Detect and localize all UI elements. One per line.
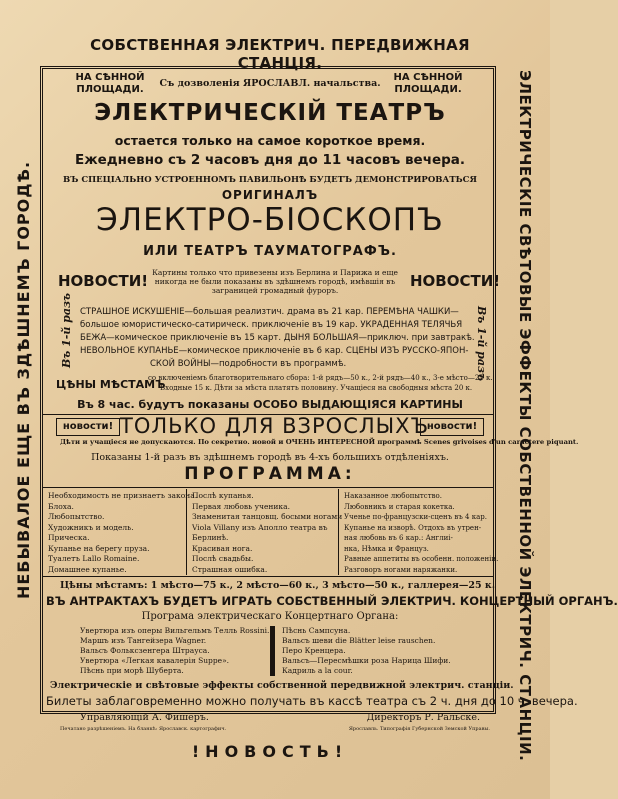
station-heading: СОБСТВЕННАЯ ЭЛЕКТРИЧ. ПЕРЕДВИЖНАЯ СТАНЦІЯ. (90, 36, 470, 72)
program-item: Необходимость не признаетъ закона. (48, 491, 198, 500)
program-item: ная любовь въ 6 кар.: Англиі- (344, 534, 453, 542)
news-left: НОВОСТИ! (58, 272, 149, 290)
program-item: Послѣ свадьбы. (192, 554, 254, 563)
program-item: Страшная ошибка. (192, 564, 268, 574)
program-item: Художникъ и модель. (48, 522, 134, 532)
organ-line: ВЪ АНТРАКТАХЪ БУДЕТЪ ИГРАТЬ СОБСТВЕННЫЙ ЭЛЕКТРИЧ. КОНЦЕРТНЫЙ ОРГАНЪ. (46, 594, 618, 608)
divider (42, 487, 494, 488)
organ-item: Маршъ изъ Тангейзера Wagner. (80, 636, 207, 645)
first-time-left: Въ 1-й разъ (60, 292, 73, 368)
program-item: Разговоръ ногами наряжанки. (344, 565, 458, 574)
side-text-left: НЕБЫВАЛОЕ ЕЩЕ ВЪ ЗДѢШНЕМЪ ГОРОДѢ. (14, 160, 33, 600)
program-column-3 (344, 491, 498, 575)
program-item: Знаменитая танцовщ. босыми ногами (192, 512, 343, 521)
organ-item: Вальсъ шеви die Blätter leise rauschen. (282, 636, 436, 645)
program-item: нка, Нѣмка и Француз. (344, 544, 429, 553)
prices-line-2: Входные 15 к. Дѣти за мѣста платятъ половину. Учащіеся на свободныя мѣста 20 к. (160, 384, 473, 392)
program-item: Купанье на изворѣ. Отдохъ въ утрен- (344, 523, 482, 532)
manager: Управляющій А. Фишеръ. (80, 712, 209, 723)
original-label: ОРИГИНАЛЪ (221, 188, 319, 202)
prices-2: Цѣны мѣстамъ: 1 мѣсто—75 к., 2 мѣсто—60 к., 3 мѣсто—50 к., галлерея—25 к. (60, 580, 496, 591)
program-item: Туалетъ Lallo Romaine. (48, 554, 140, 563)
shown-line: Показаны 1-й разъ въ здѣшнемъ городѣ въ 4-хъ большихъ отдѣленіяхъ. (91, 452, 449, 463)
organ-item: Пѣснь при морѣ Шуберта. (80, 666, 184, 675)
bottom-news: !НОВОСТЬ! (191, 742, 349, 761)
features-block (80, 306, 475, 371)
organ-item: Кадриль а la cour. (282, 666, 353, 675)
organ-divider (270, 626, 275, 676)
permission-line: Съ дозволенія ЯРОСЛАВЛ. начальства. (159, 78, 381, 89)
pavilion-line: ВЪ СПЕЦІАЛЬНО УСТРОЕННОМЪ ПАВИЛЬОНѢ БУДЕТЪ ДЕМОНСТРИРОВАТЬСЯ (63, 175, 477, 185)
place-left: НА СѢННОЙ ПЛОЩАДИ. (75, 72, 145, 95)
news-note: Картины только что привезены изъ Берлина и Парижа и еще никогда не были показаны въ здѣшнемъ городѣ, имѣвшія въ заграницей громадный фуроръ. (152, 268, 398, 295)
feature-line: СКОЙ ВОЙНЫ—подробности въ программѣ. (150, 359, 347, 369)
program-item: Домашнее купанье. (48, 564, 127, 574)
program-item: Прическа. (48, 533, 90, 542)
organ-item: Увертюра «Легкая кавалерія Suppe». (80, 656, 230, 665)
program-item: Берлинѣ. (192, 533, 229, 542)
program-item: Ученье по-французски-сценъ въ 4 кар. (344, 513, 487, 521)
organ-item: Пѣснь Сампсуна. (282, 626, 351, 635)
organ-program-right (282, 626, 451, 676)
organ-item: Вальсъ Фольксзенгера Штрауса. (80, 646, 210, 655)
printer-right: Ярославль. Типографія Губернской Земской Управы. (348, 726, 490, 732)
program-column-1 (48, 491, 197, 575)
printer-left: Печатано разрѣшеніемъ. На бланкѣ: Ярославск. картографич. (60, 726, 227, 732)
bioscope-title: ЭЛЕКТРО-БІОСКОПЪ (96, 202, 444, 238)
program-item: Первая любовь ученика. (192, 501, 290, 511)
program-item: Равные аппетиты въ особенн. положеніи. (344, 555, 499, 563)
programma-title: ПРОГРАММА: (184, 464, 356, 484)
feature-line: НЕВОЛЬНОЕ КУПАНЬЕ—комическое приключеніе въ 6 кар. СЦЕНЫ ИЗЪ РУССКО-ЯПОН- (80, 346, 469, 356)
adults-title: ТОЛЬКО ДЛЯ ВЗРОСЛЫХЪ (120, 414, 430, 438)
feature-line: СТРАШНОЕ ИСКУШЕНІЕ—большая реализтич. драма въ 21 кар. ПЕРЕМѢНА ЧАШКИ— (80, 307, 459, 317)
thaumatograph-line: ИЛИ ТЕАТРЪ ТАУМАТОГРАФЪ. (143, 244, 397, 259)
program-item: Купанье на берегу пруза. (48, 543, 150, 553)
organ-program-title: Програма электрическаго Концертнаго Органа: (141, 611, 399, 622)
program-column-2 (192, 491, 342, 575)
adults-news-right: новости! (420, 418, 484, 436)
program-item: Блоха. (48, 501, 74, 511)
program-item: Любопытство. (48, 512, 105, 521)
program-item: Viola Villany изъ Аполло театра въ (192, 522, 328, 532)
program-item: Послѣ купанья. (192, 491, 254, 500)
feature-line: большое юмористическо-сатирическ. приключеніе въ 19 кар. УКРАДЕННАЯ ТЕЛЯЧЬЯ (80, 320, 463, 330)
organ-program-left (80, 626, 269, 676)
prices-line-1: со включеніемъ благотворительнаго сбора: 1-й рядъ—50 к., 2-й рядъ—40 к., 3-е мѣсто—25 к. (148, 374, 493, 382)
organ-item: Вальсъ—Пересмѣшки роза Нарица Шифи. (282, 656, 451, 665)
organ-item: Увертюра изъ оперы Вильгельмъ Телль Rossini. (80, 626, 270, 635)
prices-label: ЦѢНЫ МѢСТАМЪ (56, 378, 166, 391)
effects-line: Электрическіе и свѣтовые эффекты собственной передвижной электрич. станціи. (50, 680, 514, 691)
program-item: Наказанное любопытство. (344, 492, 442, 500)
place-right: НА СѢННОЙ ПЛОЩАДИ. (393, 72, 463, 95)
first-time-right: Въ 1-й разъ (475, 306, 488, 382)
daily-hours: Ежедневно съ 2 часовъ дня до 11 часовъ вечера. (74, 152, 466, 168)
eight-oclock-line: Въ 8 час. будутъ показаны ОСОБО ВЫДАЮЩІЯСЯ КАРТИНЫ (77, 398, 463, 411)
adults-news-left: новости! (56, 418, 120, 436)
divider (42, 576, 494, 577)
program-item: Красивая нога. (192, 543, 253, 553)
theatre-title: ЭЛЕКТРИЧЕСКІЙ ТЕАТРЪ (94, 100, 446, 126)
organ-item: Перо Кренцера. (282, 646, 346, 655)
news-right: НОВОСТИ! (410, 272, 501, 290)
side-text-right: ЭЛЕКТРИЧЕСКІЕ СВѢТОВЫЕ ЭФФЕКТЫ СОБСТВЕННОЙ ЭЛЕКТРИЧ. СТАНЦІИ. (516, 70, 534, 762)
program-item: Любовникъ и старая кокетка. (344, 502, 455, 511)
director: Директоръ Р. Ральске. (366, 712, 480, 723)
tickets-line: Билеты заблаговременно можно получать въ кассѣ театра съ 2 ч. дня до 10 ч. вечера. (46, 694, 578, 708)
feature-line: БЕЖА—комическое приключеніе въ 15 карт. ДЫНЯ БОЛЬШАЯ—приключ. при завтракѣ. (80, 333, 475, 343)
adults-note: Дѣти и учащіеся не допускаются. По секретно. новой и ОЧЕНЬ ИНТЕРЕСНОЙ программѣ Scenes grivoises d'un caractere piquant. (60, 438, 579, 446)
stay-short-line: остается только на самое короткое время. (114, 133, 426, 148)
